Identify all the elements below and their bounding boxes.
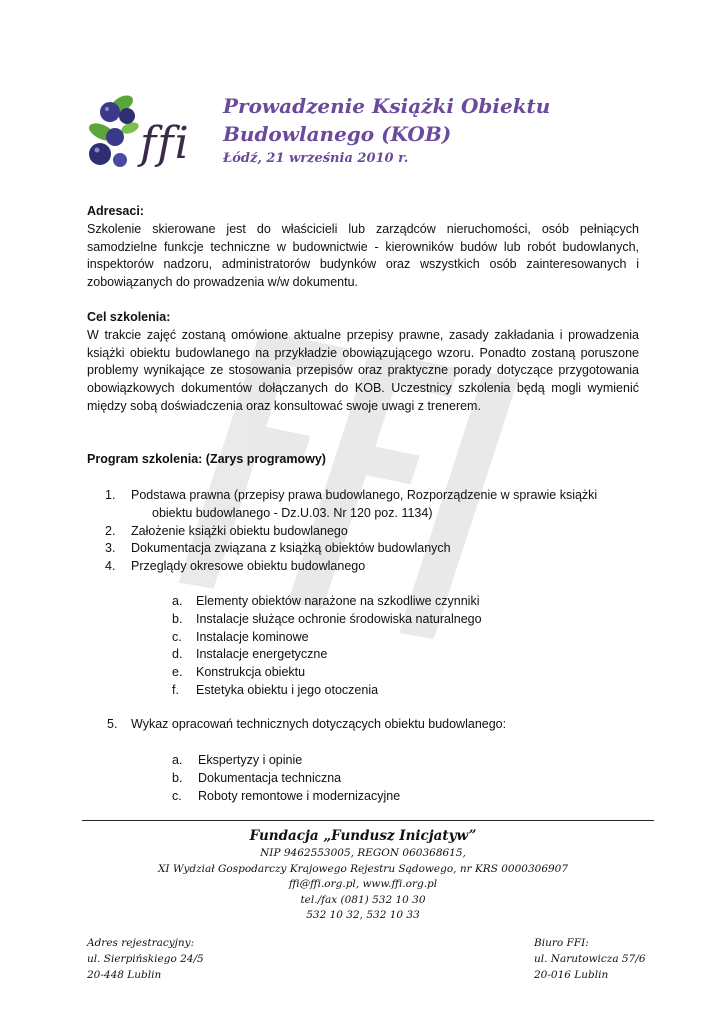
list-item: a. Ekspertyzy i opinie [172, 753, 303, 767]
list-item: a. Elementy obiektów narażone na szkodliwe czynniki [172, 594, 480, 608]
addressees-text: Szkolenie skierowane jest do właścicieli lub zarządców nieruchomości, osób pełniących samodzielne funkcje techniczne w budownictwie - kierowników budów lub robót budowlanych, inspektorów nadzoru, administratorów budynków oraz wszystkich osób zainteresowanych i zobowiązanych do prowadzenia w/w dokumentu. [87, 221, 639, 290]
berry-icon [100, 102, 120, 122]
registered-address: Adres rejestracyjny: ul. Sierpińskiego 24/5 20-448 Lublin [87, 937, 204, 981]
program-section [87, 451, 639, 469]
list-item: c. Instalacje kominowe [172, 629, 309, 644]
footer-line: 532 10 32, 532 10 33 [306, 909, 420, 921]
footer-line: tel./fax (081) 532 10 30 [300, 893, 426, 906]
footer-contact-link[interactable]: ffi@ffi.org.pl, www.ffi.org.pl [288, 878, 438, 890]
list-item: f. Estetyka obiektu i jego otoczenia [172, 682, 379, 697]
addressees-heading: Adresaci: [87, 204, 144, 218]
list-item: c. Roboty remontowe i modernizacyjne [172, 788, 401, 803]
footer-org-name: Fundacja „Fundusz Inicjatyw” [249, 828, 477, 844]
addressees-section [87, 203, 639, 292]
list-item-continuation: obiektu budowlanego - Dz.U.03. Nr 120 poz. 1134) [152, 505, 433, 520]
list-item: 5. Wykaz opracowań technicznych dotyczących obiektu budowlanego: [107, 717, 507, 731]
program-list-item-5 [87, 716, 506, 734]
list-item: e. Konstrukcja obiektu [172, 665, 306, 680]
program-list [87, 487, 647, 576]
footer-divider [82, 820, 654, 821]
footer-line: XI Wydział Gospodarczy Krajowego Rejestru Sądowego, nr KRS 0000306907 [157, 862, 569, 875]
goal-section [87, 309, 639, 416]
goal-heading: Cel szkolenia: [87, 310, 171, 324]
page-title: Prowadzenie Książki Obiektu Budowlanego (KOB) [223, 94, 551, 146]
footer [87, 826, 639, 924]
list-item: 2. Założenie książki obiektu budowlanego [105, 523, 348, 538]
program-heading: Program szkolenia: (Zarys programowy) [87, 452, 326, 466]
list-item: 3. Dokumentacja związana z książką obiektów budowlanych [105, 541, 451, 556]
sublist-inspections [172, 593, 482, 700]
list-item: 1. Podstawa prawna (przepisy prawa budowlanego, Rozporządzenie w sprawie książki [105, 488, 598, 502]
sublist-technical [172, 752, 400, 805]
list-item: b. Dokumentacja techniczna [172, 770, 342, 785]
page-subtitle: Łódź, 21 września 2010 r. [223, 151, 409, 166]
list-item: d. Instalacje energetyczne [172, 647, 328, 662]
logo-text: ffi [140, 118, 190, 169]
office-address: Biuro FFI: ul. Narutowicza 57/6 20-016 Lublin [534, 937, 646, 981]
footer-line: NIP 9462553005, REGON 060368615, [260, 847, 466, 859]
list-item: b. Instalacje służące ochronie środowiska naturalnego [172, 611, 482, 626]
list-item: 4. Przeglądy okresowe obiektu budowlanego [105, 559, 366, 574]
goal-text: W trakcie zajęć zostaną omówione aktualne przepisy prawne, zasady zakładania i prowadzenia książki obiektu budowlanego na przykładzie obowiązującego wzoru. Ponadto zostaną poruszone problemy wynikające ze stosowania przepisów oraz praktyczne porady dotyczące przygotowania obowiązkowych dokumentów dołączanych do KOB. Uczestnicy szkolenia będą mogli wymienić między sobą doświadczenia oraz konsultować swoje uwagi z trenerem. [87, 327, 639, 413]
